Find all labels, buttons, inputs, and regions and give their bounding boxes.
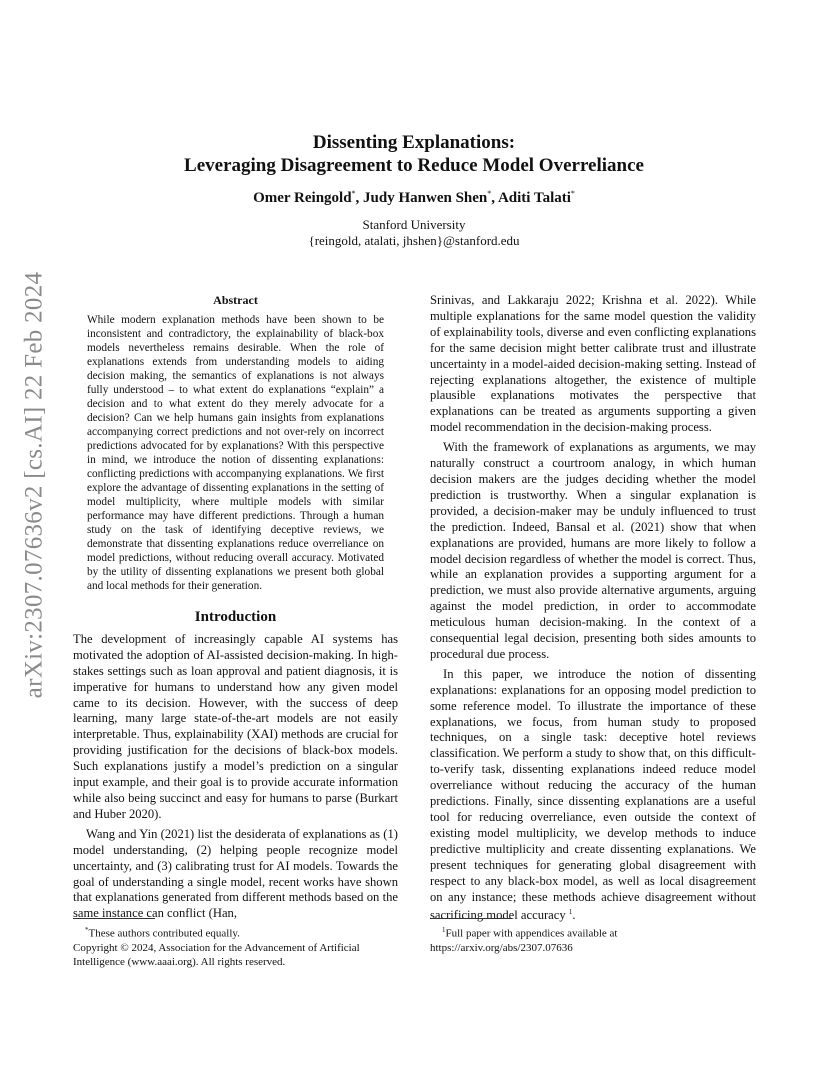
sentence-end: .: [572, 908, 576, 923]
copyright-notice: Copyright © 2024, Association for the Advancement of Artificial Intelligence (www.aaai.org). All rights reserved.: [73, 941, 360, 968]
title-line-2: Leveraging Disagreement to Reduce Model Overreliance: [184, 155, 644, 176]
intro-paragraph-1: The development of increasingly capable AI systems has motivated the adoption of AI-assisted decision-making. In high-stakes settings such as loan approval and patient diagnosis, it is imperative for humans to understand how any given model came to its decision. However, with the success of deep learning, many large state-of-the-art models are not easily interpretable. Thus, explainability (XAI) methods are crucial for providing justification for the decisions of black-box models. Such explanations justify a model’s prediction on a singular input example, and their goal is to provide accurate information while also being succinct and easy for humans to parse (Burkart and Huber 2020).: [73, 631, 398, 821]
abstract-heading: Abstract: [213, 293, 258, 307]
intro-paragraph-2: Wang and Yin (2021) list the desiderata of explanations as (1) model understanding, (2) helping people recognize model uncertainty, and (3) calibrating trust for AI models. Towards the goal of understanding a single model, recent works have shown that explanations generated from different methods based on the same instance can conflict (Han,: [73, 826, 398, 921]
institution: Stanford University: [362, 217, 466, 232]
footnote-reference: 1: [568, 908, 573, 917]
equal-contribution-mark: *: [351, 189, 356, 198]
title-line-1: Dissenting Explanations:: [312, 132, 516, 153]
arxiv-watermark: [14, 271, 54, 699]
footnote-mark: *: [85, 926, 89, 934]
author-name: Omer Reingold: [253, 190, 352, 206]
footnote-1: [430, 923, 756, 955]
arxiv-id-text: arXiv:2307.07636v2 [cs.AI] 22 Feb 2024: [20, 271, 47, 699]
introduction-heading: Introduction: [194, 609, 277, 625]
equal-contribution-mark: *: [570, 189, 575, 198]
footnote-divider: [430, 918, 512, 919]
footnote-1-text: Full paper with appendices available at https://arxiv.org/abs/2307.07636: [430, 927, 618, 954]
author-list: Omer Reingold*, Judy Hanwen Shen*, Aditi Talati*: [253, 189, 575, 206]
equal-contribution-mark: *: [487, 189, 492, 198]
intro-paragraph-3: Srinivas, and Lakkaraju 2022; Krishna et al. 2022). While multiple explanations for the same model question the validity of explainability tools, diverse and even conflicting explanations for the same decision might better calibrate trust and illustrate uncertainty in a model-aided decision-making setting. Instead of rejecting explanations altogether, the existence of multiple plausible explanations motivates the perspective that explanations can be treated as arguments supporting a given model recommendation in the decision-making process.: [430, 293, 756, 435]
equal-contribution-text: These authors contributed equally.: [88, 927, 240, 940]
left-column: [73, 293, 398, 926]
author-name: Aditi Talati: [497, 190, 571, 206]
intro-paragraph-5: [430, 667, 756, 925]
right-footnotes: [430, 908, 756, 955]
author-emails: {reingold, atalati, jhshen}@stanford.edu: [308, 233, 520, 248]
abstract-section: [73, 293, 398, 593]
left-footnotes: [73, 908, 398, 969]
footnote-divider: [73, 918, 155, 919]
equal-contribution-note: [73, 923, 398, 941]
abstract-text: While modern explanation methods have been shown to be inconsistent and contradictory, the explainability of black-box models nevertheless remains desirable. When the role of explanations extends from understanding models to aiding decision making, the semantics of explanations is not always fully understood – to what extent do explanations “explain” a decision and to what extent do they merely advocate for a decision? Can we help humans gain insights from explanations accompanying correct predictions and not over-rely on incorrect predictions advocated for by explanations? With this perspective in mind, we introduce the notion of dissenting explanations: conflicting predictions with accompanying explanations. We first explore the advantage of dissenting explanations in the setting of model multiplicity, where multiple models with similar performance may have different predictions. Through a human study on the task of identifying deceptive reviews, we demonstrate that dissenting explanations reduce overreliance on model predictions, without reducing overall accuracy. Motivated by the utility of dissenting explanations we present both global and local methods for their generation.: [87, 314, 384, 592]
affiliation: [120, 217, 708, 249]
author-name: Judy Hanwen Shen: [363, 190, 488, 206]
intro-paragraph-5-text: In this paper, we introduce the notion of dissenting explanations: explanations for an opposing model prediction to some reference model. To illustrate the importance of these explanations, we focus, from human study to proposed techniques, on a single task: deceptive hotel reviews classification. We perform a study to show that, on this difficult-to-verify task, dissenting explanations indeed reduce model overreliance without reducing the accuracy of the human predictions. Finally, since dissenting explanations are a useful tool for reducing overreliance, even outside the context of existing model multiplicity, we develop methods to induce predictive multiplicity and create dissenting explanations. We present techniques for generating global disagreement with respect to any black-box model, as well as local disagreement on any instance; these methods achieve disagreement without sacrificing model accuracy: [430, 666, 756, 923]
footnote-mark: 1: [442, 926, 446, 934]
right-column: [430, 293, 756, 929]
paper-title: [120, 131, 708, 177]
intro-paragraph-4: With the framework of explanations as arguments, we may naturally construct a courtroom analogy, in which human decision makers are the judges deciding whether the model prediction is trustworthy. When a singular explanation is provided, a decision-maker may be unduly influenced to trust the prediction. Indeed, Bansal et al. (2021) show that when explanations are provided, humans are more likely to follow a model decision regardless of whether the model is correct. Thus, while an explanation provides a supporting argument for a prediction, we must also provide alternative arguments, arguing against the model prediction, in order to accommodate meticulous human decision-making. In the context of a consequential legal decision, presenting both sides amounts to procedural due process.: [430, 440, 756, 661]
